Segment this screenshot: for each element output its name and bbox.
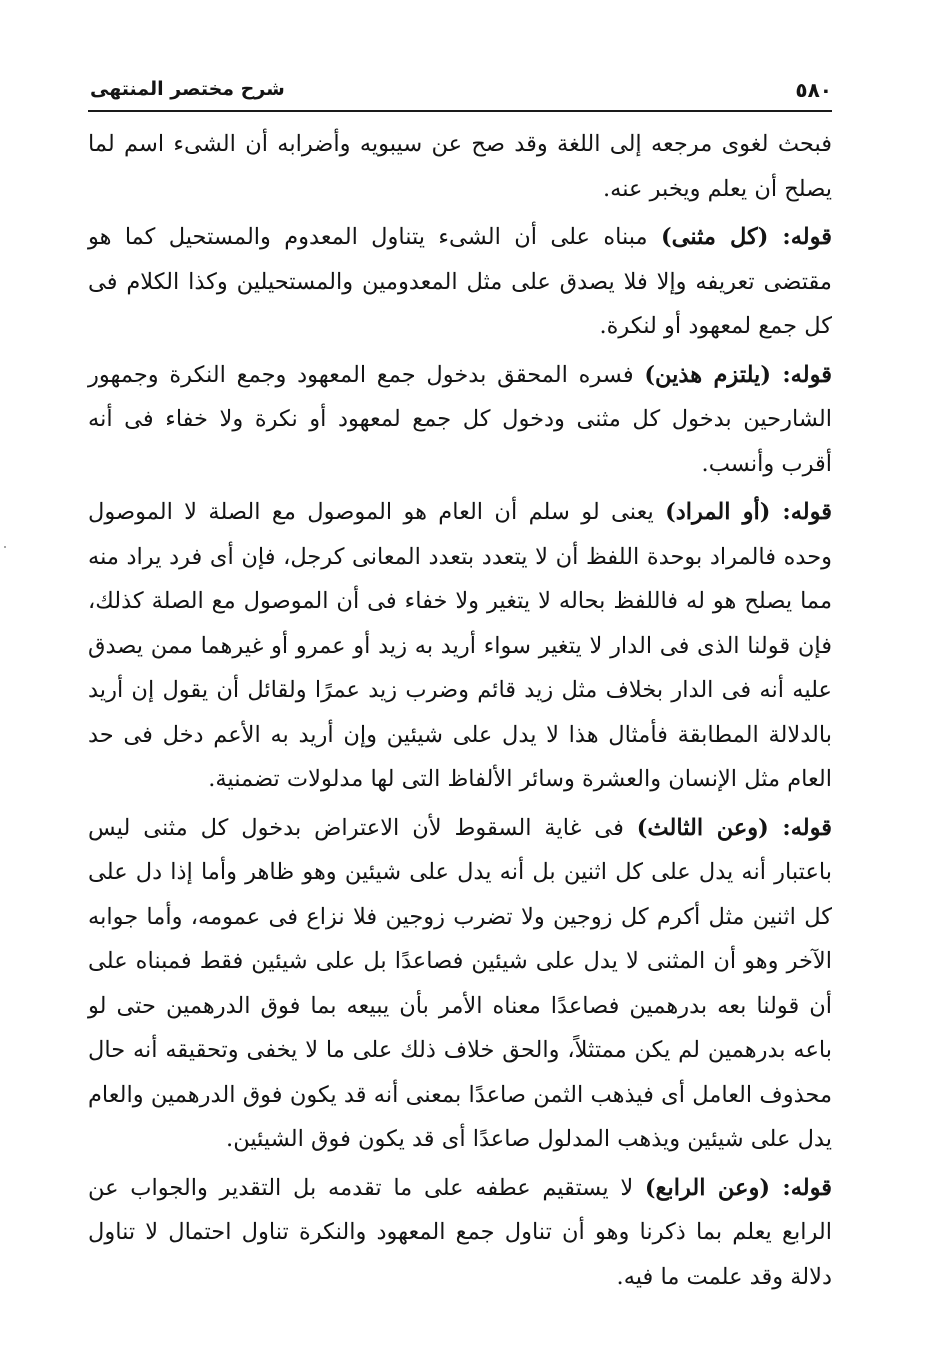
paragraph-1 xyxy=(88,122,832,211)
paragraph-4 xyxy=(88,490,832,802)
paragraph-lead: قوله: xyxy=(770,499,833,525)
paragraph-keyword: (أو المراد) xyxy=(665,499,771,525)
paragraph-text: فسره المحقق بدخول جمع المعهود وجمع النكرة وجمهور الشارحين بدخول كل مثنى ودخول كل جمع لمعهود أو نكرة ولا خفاء فى أنه أقرب وأنسب. xyxy=(88,361,832,477)
paragraph-2 xyxy=(88,215,832,349)
book-title: شرح مختصر المنتهى xyxy=(90,78,285,100)
running-header xyxy=(88,74,832,112)
paragraph-keyword: (وعن الرابع) xyxy=(644,1174,770,1201)
document-page xyxy=(88,74,832,1334)
scan-speck xyxy=(4,546,6,548)
page-number: ٥٨٠ xyxy=(795,78,832,102)
paragraph-3 xyxy=(88,353,832,487)
paragraph-text: فى غاية السقوط لأن الاعتراض بدخول كل مثنى ليس باعتبار أنه يدل على كل اثنين بل أنه يدل على شيئين وهو ظاهر وأما إذا دل على كل اثنين مثل أكرم كل زوجين ولا تضرب زوجين فلا نزاع فى عمومه، وأما جوابه الآخر وهو أن المثنى لا يدل على شيئين فصاعدًا بل على شيئين فقط فمبناه على أن قولنا بعه بدرهمين فصاعدًا معناه الأمر بأن يبيعه بما فوق الدرهمين حتى لو باعه بدرهمين لم يكن ممتثلاً، والحق خلاف ذلك على ما لا يخفى وتحقيقه أنه حال محذوف العامل أى فيذهب الثمن صاعدًا بمعنى أنه قد يكون فوق الدرهمين والعام يدل على شيئين ويذهب المدلول صاعدًا أى قد يكون فوق الشيئين. xyxy=(88,814,832,1152)
paragraph-text: مبناه على أن الشىء يتناول المعدوم والمستحيل كما هو مقتضى تعريفه وإلا فلا يصدق على مثل المعدومين والمستحيلين وكذا الكلام فى كل جمع لمعهود أو لنكرة. xyxy=(88,224,832,339)
paragraph-lead: قوله: xyxy=(768,224,833,250)
paragraph-text: لا يستقيم عطفه على ما تقدمه بل التقدير والجواب عن الرابع يعلم بما ذكرنا وهو أن تناول جمع المعهود والنكرة تناول احتمال لا تناول دلالة وقد علمت ما فيه. xyxy=(88,1174,832,1290)
body-text xyxy=(88,122,832,1299)
paragraph-lead: قوله: xyxy=(768,814,833,841)
paragraph-keyword: (كل مثنى) xyxy=(660,224,769,250)
paragraph-lead: قوله: xyxy=(770,361,832,388)
paragraph-keyword: (يلتزم هذين) xyxy=(644,361,771,388)
paragraph-5 xyxy=(88,806,832,1162)
paragraph-text: يعنى لو سلم أن العام هو الموصول مع الصلة لا الموصول وحده فالمراد بوحدة اللفظ أن لا يتعدد بتعدد المعانى كرجل، فإن أى فرد يراد منه مما يصلح هو له فاللفظ بحاله لا يتغير ولا خفاء فى أن الموصول مع الصلة كذلك، فإن قولنا الذى فى الدار لا يتغير سواء أريد به زيد أو عمرو أو غيرهما ممن يصدق عليه أنه فى الدار بخلاف مثل زيد قائم وضرب زيد عمرًا ولقائل أن يقول إن أريد بالدلالة المطابقة فأمثال هذا لا يدل على شيئين وإن أريد به الأعم دخل فى حد العام مثل الإنسان والعشرة وسائر الألفاظ التى لها مدلولات تضمنية. xyxy=(88,499,832,792)
paragraph-keyword: (وعن الثالث) xyxy=(636,814,769,841)
paragraph-text: فبحث لغوى مرجعه إلى اللغة وقد صح عن سيبويه وأضرابه أن الشىء اسم لما يصلح أن يعلم ويخبر عنه. xyxy=(88,131,832,202)
paragraph-6 xyxy=(88,1166,832,1300)
paragraph-lead: قوله: xyxy=(770,1174,833,1201)
